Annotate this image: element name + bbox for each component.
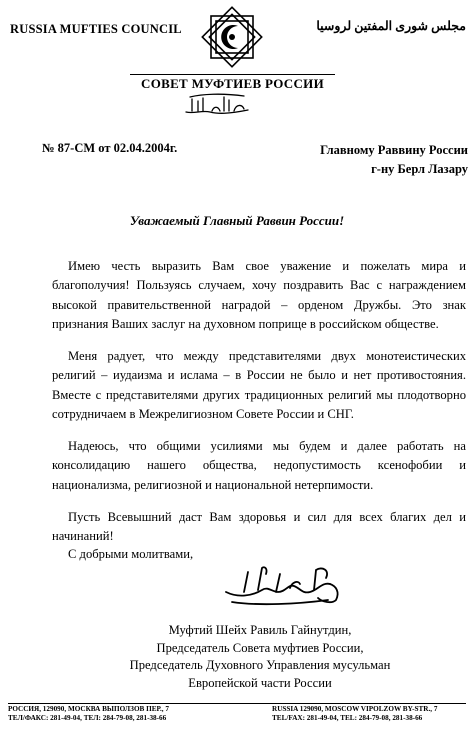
footer-address-english <box>272 705 437 723</box>
paragraph-4: Пусть Всевышний даст Вам здоровья и сил для всех благих дел и начинаний! <box>52 510 466 544</box>
salutation: Уважаемый Главный Раввин России! <box>129 213 345 228</box>
closing-phrase: С добрыми молитвами, <box>68 547 194 561</box>
footer-divider <box>8 703 466 704</box>
council-name-arabic: مجلس شورى المفتين لروسيا <box>316 19 466 33</box>
handwritten-signature <box>218 562 348 608</box>
signatory-title-1: Председатель Совета муфтиев России, <box>156 640 364 655</box>
addressee-name: г-ну Берл Лазару <box>371 162 468 176</box>
basmala-text: بسم الله الرحمن الرحيم <box>217 117 227 118</box>
footer-phone-en-line: TEL/FAX: 281-49-04, TEL: 284-79-08, 281-38-66 <box>272 714 423 722</box>
document-number-date: № 87-СМ от 02.04.2004г. <box>42 141 178 155</box>
signature-block <box>95 622 425 692</box>
council-name-russian: СОВЕТ МУФТИЕВ РОССИИ <box>141 76 324 91</box>
paragraph-2: Меня радует, что между представителями двух монотеистических религий – иудаизма и ислама – в России не было и нет противостояния. Вместе с представителями других традиционных религий мы плодотворно сотрудничаем в Межрелигиозном Совете России и СНГ. <box>52 349 466 422</box>
council-name-english: RUSSIA MUFTIES COUNCIL <box>10 22 182 36</box>
header-divider <box>130 74 335 75</box>
footer-phone-ru-line: ТЕЛ/ФАКС: 281-49-04, ТЕЛ: 284-79-08, 281-38-66 <box>8 714 167 722</box>
basmala-calligraphy <box>182 92 252 118</box>
signatory-name: Муфтий Шейх Равиль Гайнутдин, <box>168 623 352 637</box>
paragraph-1: Имею честь выразить Вам свое уважение и пожелать мира и благополучия! Пользуясь случаем, хочу поздравить Вас с награждением высокой правительственной наградой – орденом Дружбы. Это знак признания Ваших заслуг на духовном поприще в российском обществе. <box>52 259 466 332</box>
addressee <box>296 141 468 179</box>
council-emblem-logo <box>197 2 267 72</box>
footer-address-russian <box>8 705 169 723</box>
footer-address-ru-line: РОССИЯ, 129090, МОСКВА ВЫПОЛЗОВ ПЕР., 7 <box>8 705 169 713</box>
signatory-title-2: Председатель Духовного Управления мусульман <box>129 658 391 672</box>
addressee-title: Главному Раввину России <box>320 143 468 157</box>
footer-address-en-line: RUSSIA 129090, MOSCOW VIPOLZOW BY-STR., 7 <box>272 705 438 713</box>
signatory-title-3: Европейской части России <box>188 675 332 690</box>
paragraph-3: Надеюсь, что общими усилиями мы будем и далее работать на консолидацию нашего общества, недопустимость ксенофобии и национализма, религиозной и национальной нетерпимости. <box>52 439 466 492</box>
